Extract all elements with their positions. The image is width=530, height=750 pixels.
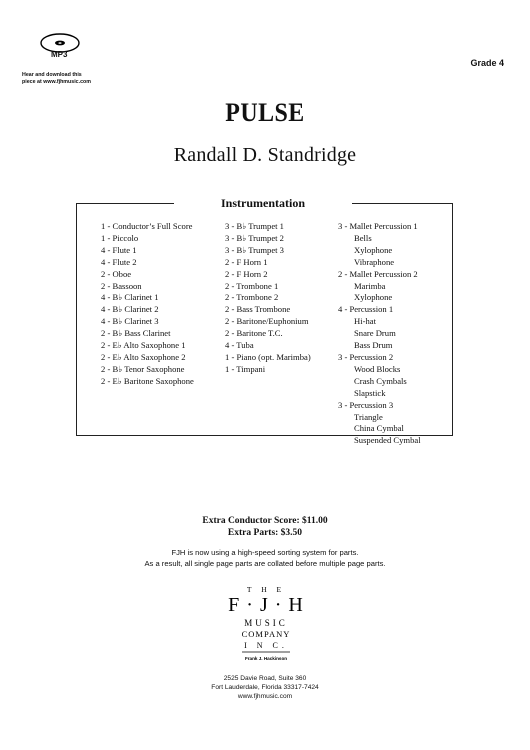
instrument-entry: 1 - Piano (opt. Marimba) <box>225 351 311 362</box>
instrument-entry: Bells <box>354 232 372 243</box>
instrument-entry: 3 - Percussion 2 <box>338 351 394 362</box>
fjh-music-logo <box>228 583 304 666</box>
conductor-score-price: Extra Conductor Score: $11.00 <box>202 516 328 526</box>
sorting-note-line-2: As a result, all single page parts are collated before multiple page parts. <box>144 559 386 568</box>
instrument-entry: 2 - E♭ Baritone Saxophone <box>101 375 194 386</box>
instrument-entry: 2 - Oboe <box>101 268 132 279</box>
instrument-entry: Slapstick <box>354 387 386 398</box>
instrument-entry: 3 - Mallet Percussion 1 <box>338 221 418 231</box>
instrument-entry: 2 - Trombone 2 <box>225 292 279 303</box>
instrument-entry: 4 - B♭ Clarinet 2 <box>101 304 159 315</box>
grade-label: Grade 4 <box>470 58 504 68</box>
logo-inc: I N C. <box>244 641 288 650</box>
instrument-entry: 3 - Percussion 3 <box>338 399 394 410</box>
instrument-entry: Xylophone <box>354 292 393 303</box>
instrument-entry: Xylophone <box>354 244 393 255</box>
instrument-entry: 4 - B♭ Clarinet 3 <box>101 316 159 327</box>
mp3-badge <box>22 30 102 92</box>
composer-name: Randall D. Standridge <box>173 144 357 166</box>
instrument-entry: China Cymbal <box>354 423 404 434</box>
instrument-entry: Wood Blocks <box>354 363 401 374</box>
instrument-entry: 2 - E♭ Alto Saxophone 2 <box>101 351 186 362</box>
instrument-entry: 2 - F Horn 2 <box>225 268 268 279</box>
instrument-entry: 2 - B♭ Bass Clarinet <box>101 328 171 339</box>
instrumentation-column-3 <box>338 221 421 447</box>
logo-signature: Frank J. Hackinson <box>244 656 288 661</box>
instrument-entry: 2 - F Horn 1 <box>225 256 268 267</box>
instrument-entry: Crash Cymbals <box>354 375 407 386</box>
instrument-entry: 2 - Baritone T.C. <box>225 328 283 339</box>
instrumentation-column-2 <box>225 221 311 376</box>
piece-title: PULSE <box>225 98 305 127</box>
extra-parts-price: Extra Parts: $3.50 <box>227 528 303 538</box>
instrument-entry: 4 - Percussion 1 <box>338 304 394 315</box>
instrument-entry: Triangle <box>354 411 383 422</box>
instrument-entry: 2 - Trombone 1 <box>225 280 279 291</box>
address-line-1: 2525 Davie Road, Suite 360 <box>223 675 307 682</box>
instrument-entry: Bass Drum <box>354 340 393 351</box>
website-url: www.fjhmusic.com <box>237 693 293 700</box>
logo-the: T H E <box>246 585 286 594</box>
instrument-entry: 4 - Tuba <box>225 340 254 351</box>
instrument-entry: 4 - Flute 1 <box>101 244 137 255</box>
instrument-entry: Hi-hat <box>354 316 376 327</box>
instrumentation-column-1 <box>101 221 194 388</box>
instrument-entry: 1 - Piccolo <box>101 232 139 243</box>
sorting-note-line-1: FJH is now using a high-speed sorting system for parts. <box>171 548 359 557</box>
instrument-entry: 1 - Timpani <box>225 363 266 374</box>
instrument-entry: 2 - Mallet Percussion 2 <box>338 268 418 279</box>
instrument-entry: 2 - E♭ Alto Saxophone 1 <box>101 340 186 351</box>
address-line-2: Fort Lauderdale, Florida 33317-7424 <box>211 684 319 691</box>
instrument-entry: 1 - Conductor’s Full Score <box>101 221 193 231</box>
instrument-entry: Marimba <box>354 280 386 291</box>
instrument-entry: 2 - Bass Trombone <box>225 304 291 315</box>
logo-music: MUSIC <box>244 618 288 628</box>
mp3-download-note: Hear and download this piece at www.fjhmusic.com <box>22 72 91 85</box>
mp3-label: MP3 <box>51 50 68 59</box>
instrument-entry: Snare Drum <box>354 328 396 339</box>
instrument-entry: 2 - B♭ Tenor Saxophone <box>101 363 185 374</box>
instrument-entry: 3 - B♭ Trumpet 3 <box>225 244 284 255</box>
instrument-entry: Suspended Cymbal <box>354 435 421 446</box>
logo-fjh: F · J · H <box>228 594 304 616</box>
instrument-entry: 3 - B♭ Trumpet 2 <box>225 232 284 243</box>
instrument-entry: 4 - B♭ Clarinet 1 <box>101 292 159 303</box>
instrument-entry: 2 - Baritone/Euphonium <box>225 316 309 327</box>
instrument-entry: Vibraphone <box>354 256 395 267</box>
logo-company: COMPANY <box>241 629 291 639</box>
instrumentation-heading: Instrumentation <box>174 196 352 210</box>
instrument-entry: 3 - B♭ Trumpet 1 <box>225 221 284 231</box>
instrument-entry: 4 - Flute 2 <box>101 256 137 267</box>
instrument-entry: 2 - Bassoon <box>101 280 142 291</box>
